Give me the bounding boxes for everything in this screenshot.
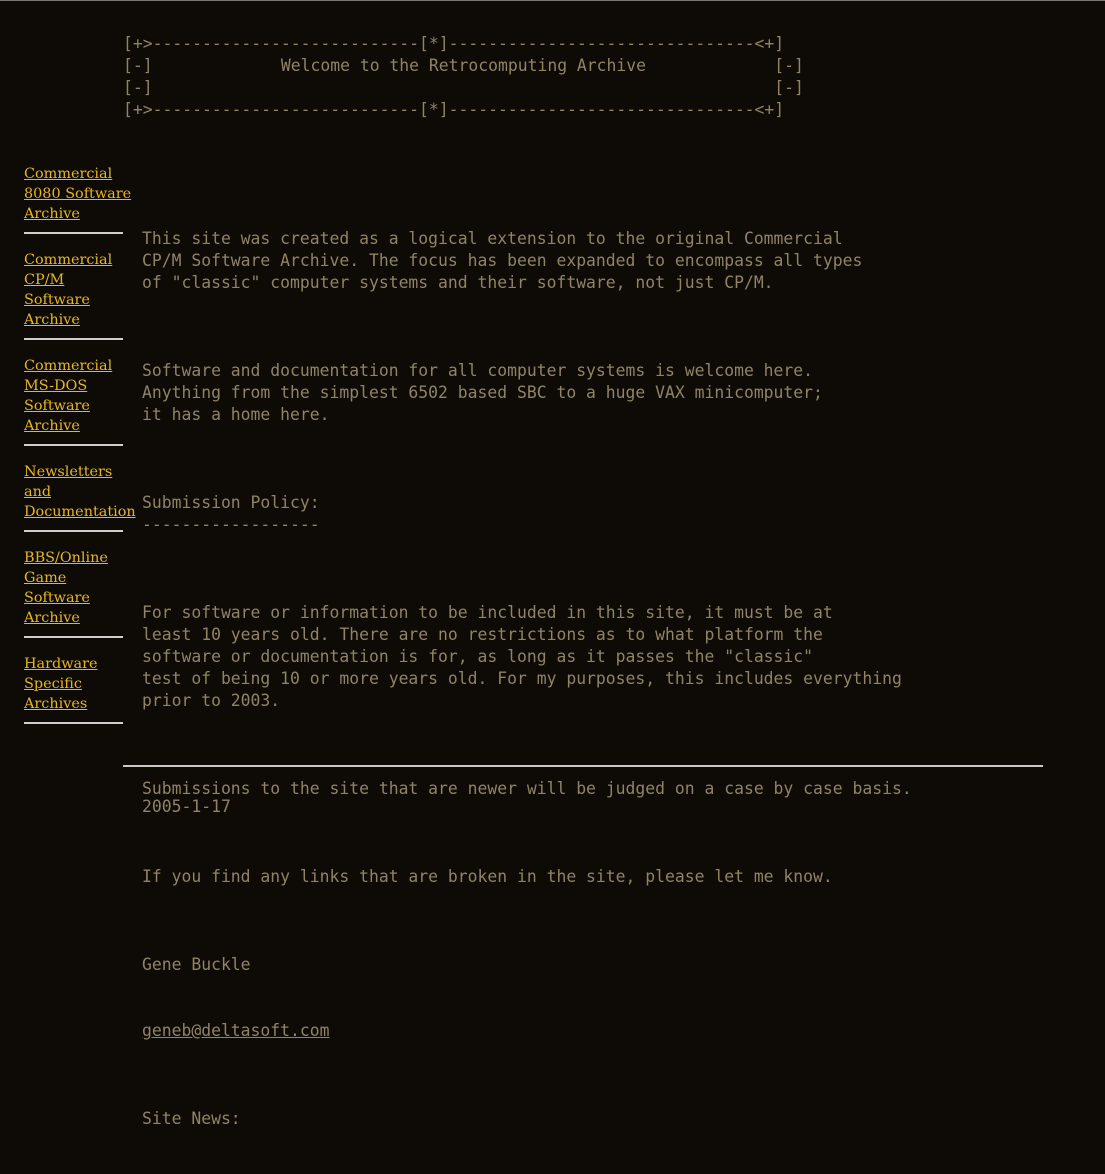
nav-link-8080-archive-2[interactable]: 8080 Software	[24, 186, 132, 202]
nav-link-msdos-archive-4[interactable]: Archive	[24, 418, 80, 434]
nav-link-cpm-archive-1[interactable]: Commercial	[24, 252, 113, 268]
nav-link-newsletters-1[interactable]: Newsletters	[24, 464, 113, 480]
nav-link-hardware-2[interactable]: Specific	[24, 676, 82, 692]
nav-link-bbs-games-1[interactable]: BBS/Online	[24, 550, 108, 566]
welcome-banner	[123, 33, 804, 121]
banner-line-2: [-] Welcome to the Retrocomputing Archive [-]	[123, 56, 804, 75]
nav-link-msdos-archive-3[interactable]: Software	[24, 398, 90, 414]
author-name: Gene Buckle	[142, 955, 251, 974]
author-email-link[interactable]: geneb@deltasoft.com	[142, 1021, 330, 1040]
nav-link-msdos-archive-1[interactable]: Commercial	[24, 358, 113, 374]
sidebar-item-newsletters	[24, 462, 136, 532]
banner-line-1: [+>---------------------------[*]-------------------------------<+]	[123, 34, 785, 53]
nav-link-bbs-games-3[interactable]: Software	[24, 590, 90, 606]
nav-link-8080-archive-3[interactable]: Archive	[24, 206, 80, 222]
sidebar-item-hardware	[24, 654, 124, 724]
intro-paragraph: This site was created as a logical extension to the original Commercial CP/M Software Archive. The focus has been expanded to encompass all types of "classic" computer systems and their software, not just CP/M.	[142, 229, 863, 292]
sidebar-item-msdos-archive	[24, 356, 124, 446]
policy-paragraph: For software or information to be included in this site, it must be at least 10 years old. There are no restrictions as to what platform the software or documentation is for, as long as it passes the "classic" test of being 10 or more years old. For my purposes, this includes everything prior to 2003.	[142, 603, 902, 710]
news-date: 2005-1-17	[142, 797, 231, 816]
nav-link-bbs-games-2[interactable]: Game	[24, 570, 67, 586]
nav-divider	[24, 530, 123, 532]
banner-line-4: [+>---------------------------[*]-------------------------------<+]	[123, 100, 785, 119]
policy-heading: Submission Policy: ------------------	[142, 493, 320, 534]
nav-divider	[24, 722, 123, 724]
nav-link-bbs-games-4[interactable]: Archive	[24, 610, 80, 626]
banner-line-3: [-] [-]	[123, 78, 804, 97]
nav-link-8080-archive-1[interactable]: Commercial	[24, 166, 113, 182]
author-email-line	[142, 1020, 912, 1042]
nav-link-cpm-archive-3[interactable]: Software	[24, 292, 90, 308]
welcome-paragraph: Software and documentation for all computer systems is welcome here. Anything from the simplest 6502 based SBC to a huge VAX minicomputer; it has a home here.	[142, 361, 823, 424]
nav-divider	[24, 338, 123, 340]
newer-submissions-paragraph: Submissions to the site that are newer will be judged on a case by case basis.	[142, 779, 912, 798]
sidebar-nav	[24, 164, 136, 740]
nav-link-msdos-archive-2[interactable]: MS-DOS	[24, 378, 88, 394]
sidebar-item-cpm-archive	[24, 250, 124, 340]
nav-divider	[24, 444, 123, 446]
nav-divider	[24, 636, 123, 638]
nav-link-newsletters-3[interactable]: Documentation	[24, 504, 136, 520]
broken-links-paragraph: If you find any links that are broken in the site, please let me know.	[142, 867, 833, 886]
nav-link-hardware-1[interactable]: Hardware	[24, 656, 98, 672]
site-news-heading: Site News:	[142, 1109, 241, 1128]
nav-link-newsletters-2[interactable]: and	[24, 484, 52, 500]
nav-link-cpm-archive-2[interactable]: CP/M	[24, 272, 65, 288]
sidebar-item-8080-archive	[24, 164, 132, 234]
nav-link-hardware-3[interactable]: Archives	[24, 696, 88, 712]
nav-divider	[24, 232, 123, 234]
nav-link-cpm-archive-4[interactable]: Archive	[24, 312, 80, 328]
sidebar-item-bbs-games	[24, 548, 124, 638]
section-divider	[123, 765, 1043, 767]
main-content	[142, 184, 912, 1174]
